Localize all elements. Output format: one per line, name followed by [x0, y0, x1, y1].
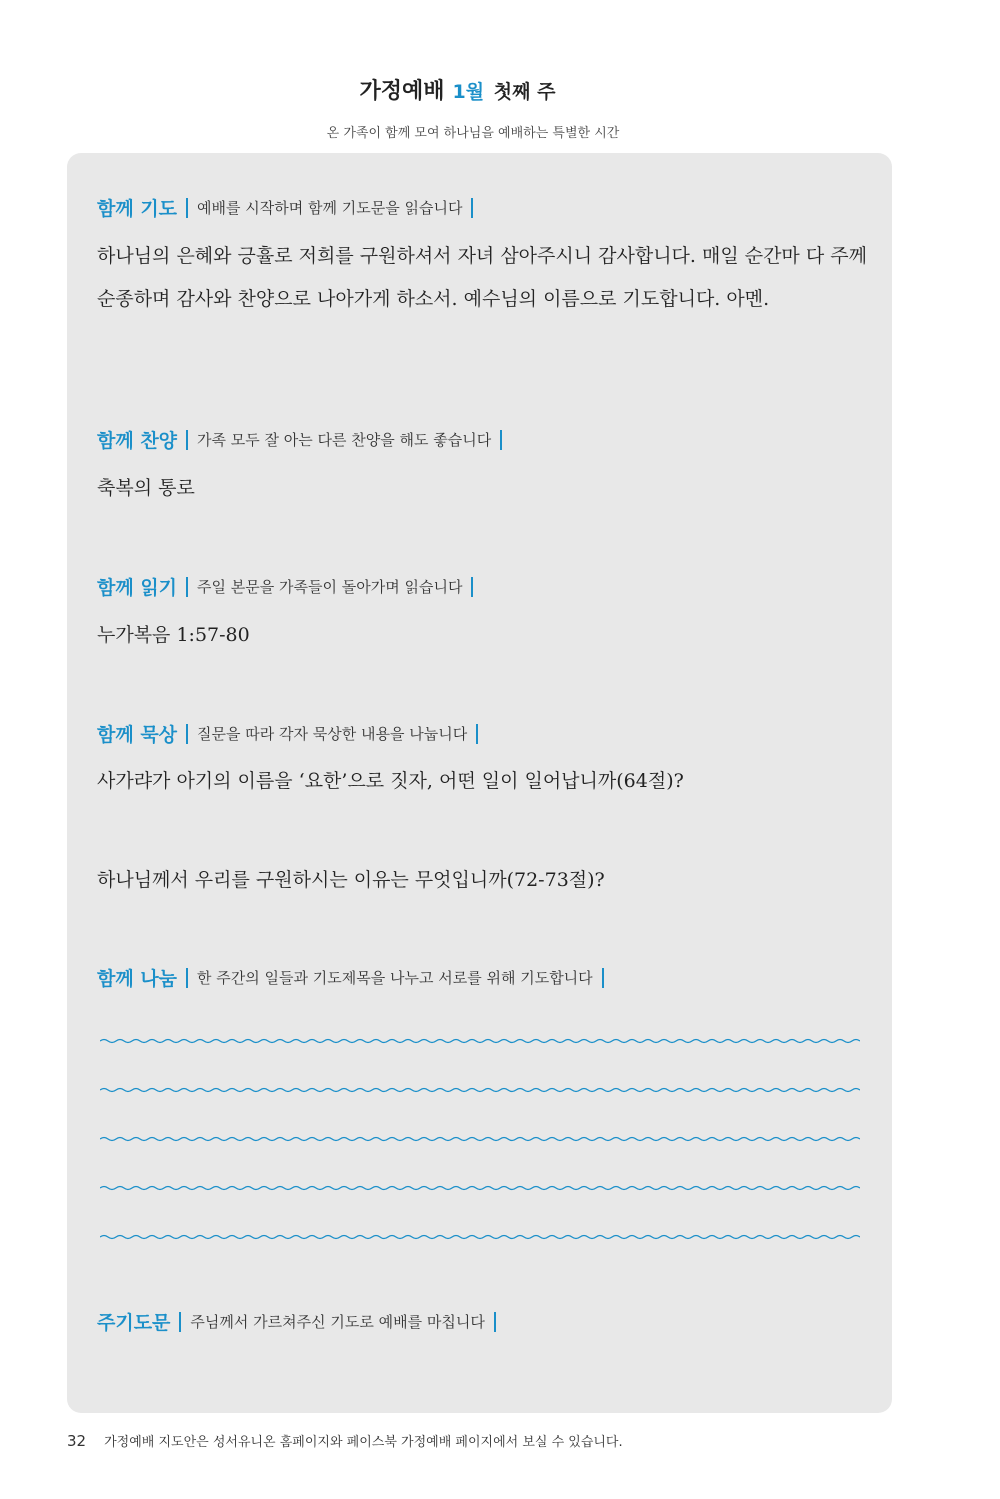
meditation-question: 사가랴가 아기의 이름을 ‘요한’으로 짓자, 어떤 일이 일어납니까(64절)?	[97, 770, 684, 792]
section-reading-title: 함께 읽기	[97, 577, 178, 599]
divider-bar	[476, 724, 478, 744]
page-subtitle: 온 가족이 함께 모여 하나님을 예배하는 특별한 시간	[326, 126, 620, 141]
section-sharing-desc: 한 주간의 일들과 기도제목을 나누고 서로를 위해 기도합니다	[197, 969, 593, 987]
writing-line[interactable]	[100, 1036, 860, 1046]
divider-bar	[186, 724, 188, 744]
footer-note: 가정예배 지도안은 성서유니온 홈페이지와 페이스북 가정예배 페이지에서 보실 수 있습니다.	[104, 1435, 623, 1450]
page-title	[0, 74, 915, 105]
section-sharing-header	[97, 964, 613, 991]
section-praise-title: 함께 찬양	[97, 430, 178, 452]
section-meditation-header	[97, 720, 487, 747]
page-number: 32	[67, 1431, 87, 1450]
title-month: 1월	[452, 81, 485, 103]
divider-bar	[186, 577, 188, 597]
section-meditation-title: 함께 묵상	[97, 724, 178, 746]
reading-passage: 누가복음 1:57-80	[97, 624, 250, 646]
section-reading-header	[97, 573, 482, 600]
writing-line[interactable]	[100, 1134, 860, 1144]
divider-bar	[179, 1312, 181, 1332]
section-praise-desc: 가족 모두 잘 아는 다른 찬양을 해도 좋습니다	[197, 431, 492, 449]
praise-song: 축복의 통로	[97, 477, 195, 499]
divider-bar	[471, 577, 473, 597]
section-lords-prayer-title: 주기도문	[97, 1312, 171, 1334]
section-praise-header	[97, 426, 511, 453]
section-prayer-desc: 예배를 시작하며 함께 기도문을 읽습니다	[197, 199, 463, 217]
divider-bar	[186, 198, 188, 218]
section-prayer-title: 함께 기도	[97, 198, 178, 220]
section-lords-prayer-header	[97, 1308, 505, 1335]
divider-bar	[471, 198, 473, 218]
writing-line[interactable]	[100, 1232, 860, 1242]
title-text: 가정예배	[359, 79, 445, 104]
writing-line[interactable]	[100, 1183, 860, 1193]
page-footer	[67, 1431, 623, 1450]
section-lords-prayer-desc: 주님께서 가르쳐주신 기도로 예배를 마칩니다	[190, 1313, 485, 1331]
divider-bar	[602, 968, 604, 988]
divider-bar	[494, 1312, 496, 1332]
writing-line[interactable]	[100, 1085, 860, 1095]
section-prayer-header	[97, 194, 482, 221]
title-week: 첫째 주	[493, 81, 556, 103]
divider-bar	[500, 430, 502, 450]
section-reading-desc: 주일 본문을 가족들이 돌아가며 읽습니다	[197, 578, 463, 596]
divider-bar	[186, 968, 188, 988]
prayer-text: 하나님의 은혜와 긍휼로 저희를 구원하셔서 자녀 삼아주시니 감사합니다. 매일 순간마 다 주께 순종하며 감사와 찬양으로 나아가게 하소서. 예수님의 이름으로 기도합니다. 아멘.	[97, 245, 867, 310]
divider-bar	[186, 430, 188, 450]
section-sharing-title: 함께 나눔	[97, 968, 178, 990]
section-meditation-desc: 질문을 따라 각자 묵상한 내용을 나눕니다	[197, 725, 468, 743]
meditation-question: 하나님께서 우리를 구원하시는 이유는 무엇입니까(72-73절)?	[97, 869, 605, 891]
